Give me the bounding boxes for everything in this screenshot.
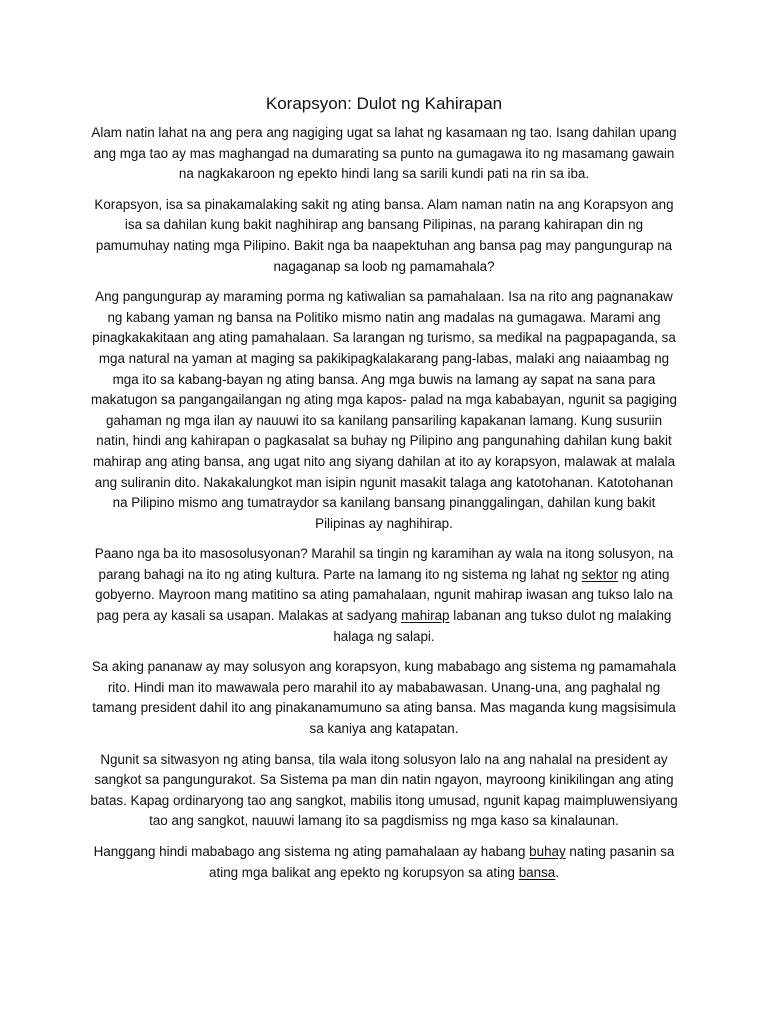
paragraph-2: Korapsyon, isa sa pinakamalaking sakit ng ating bansa. Alam naman natin na ang Korapsyon ang isa sa dahilan kung bakit naghihirap ang bansang Pilipinas, na parang kahirapan din ng pamumuhay nating mga Pilipino. Bakit nga ba naapektuhan ang bansa pag may pangungurap na nagaganap sa loob ng pamamahala? [94, 196, 674, 274]
underlined-word-mahirap: mahirap [401, 608, 450, 624]
paragraph-3: Ang pangungurap ay maraming porma ng katiwalian sa pamahalaan. Isa na rito ang pagnanakaw ng kabang yaman ng bansa na Politiko mismo natin ang madalas na gumagawa. Marami ang pinagkakakitaan ang ating pamahalaan. Sa larangan ng turismo, sa medikal na pagpapaganda, sa mga natural na yaman at maging sa pakikipagkalakarang pang-labas, malaki ang naiaambag ng mga ito sa kabang-bayan ng ating bansa. Ang mga buwis na lamang ay sapat na sana para makatugon sa pangangailangan ng ating mga kapos- palad na mga kababayan, ngunit sa pagiging gahaman ng mga ilan ay nauuwi ito sa kanilang pansariling kapakanan lamang. Kung susuriin natin, hindi ang kahirapan o pagkasalat sa buhay ng Pilipino ang pangunahing dahilan kung bakit mahirap ang ating bansa, ang ugat nito ang siyang dahilan at ito ay korapsyon, malawak at malala ang suliranin dito. Nakakalungkot man isipin ngunit masakit talaga ang katotohanan. Katotohanan na Pilipino mismo ang tumatraydor sa kanilang bansang pinanggalingan, dahilan kung bakit Pilipinas ay naghihirap. [91, 289, 677, 531]
paragraph-7-text-b: nating pasanin sa ating mga balikat ang epekto ng korupsyon sa ating [209, 844, 675, 880]
paragraph-6: Ngunit sa sitwasyon ng ating bansa, tila wala itong solusyon lalo na ang nahalal na president ay sangkot sa pangungurakot. Sa Sistema pa man din natin ngayon, mayroong kinikilingan ang ating batas. Kapag ordinaryong tao ang sangkot, mabilis itong umusad, ngunit kapag maimpluwensiyang tao ang sangkot, nauuwi lamang ito sa pagdismiss ng mga kaso sa kinalaunan. [90, 751, 678, 829]
underlined-word-bansa: bansa [518, 864, 556, 880]
document-title: Korapsyon: Dulot ng Kahirapan [265, 94, 503, 113]
paragraph-4-text-a: Paano nga ba ito masosolusyonan? Marahil sa tingin ng karamihan ay wala na itong solusyon, na parang bahagi na ito ng ating kultura. Parte na lamang ito ng sistema ng lahat ng [94, 546, 674, 582]
paragraph-7 [90, 842, 678, 883]
paragraph-1: Alam natin lahat na ang pera ang nagiging ugat sa lahat ng kasamaan ng tao. Isang dahilan upang ang mga tao ay mas maghangad na dumarating sa punto na gumagawa ito ng masamang gawain na nagkakaroon ng epekto hindi lang sa sarili kundi pati na rin sa iba. [91, 125, 677, 182]
paragraph-4-text-b: ng ating gobyerno. Mayroon mang matitino sa ating pamahalaan, ngunit mahirap iwasan ang tukso lalo na pag pera ay kasali sa usapan. Malakas at sadyang [95, 566, 673, 624]
document-body [90, 92, 678, 893]
paragraph-7-text-a: Hanggang hindi mababago ang sistema ng ating pamahalaan ay habang [93, 844, 530, 859]
paragraph-4-text-c: labanan ang tukso dulot ng malaking halaga ng salapi. [333, 608, 672, 644]
paragraph-4 [90, 544, 678, 647]
underlined-word-sektor: sektor [581, 566, 619, 582]
paragraph-5: Sa aking pananaw ay may solusyon ang korapsyon, kung mababago ang sistema ng pamamahala rito. Hindi man ito mawawala pero marahil ito ay mababawasan. Unang-una, ang paghalal ng tamang president dahil ito ang pinakanamumuno sa ating bansa. Mas maganda kung magsisimula sa kaniya ang katapatan. [91, 659, 677, 737]
paragraph-7-text-c: . [555, 864, 559, 880]
underlined-word-buhay: buhay [529, 844, 566, 859]
